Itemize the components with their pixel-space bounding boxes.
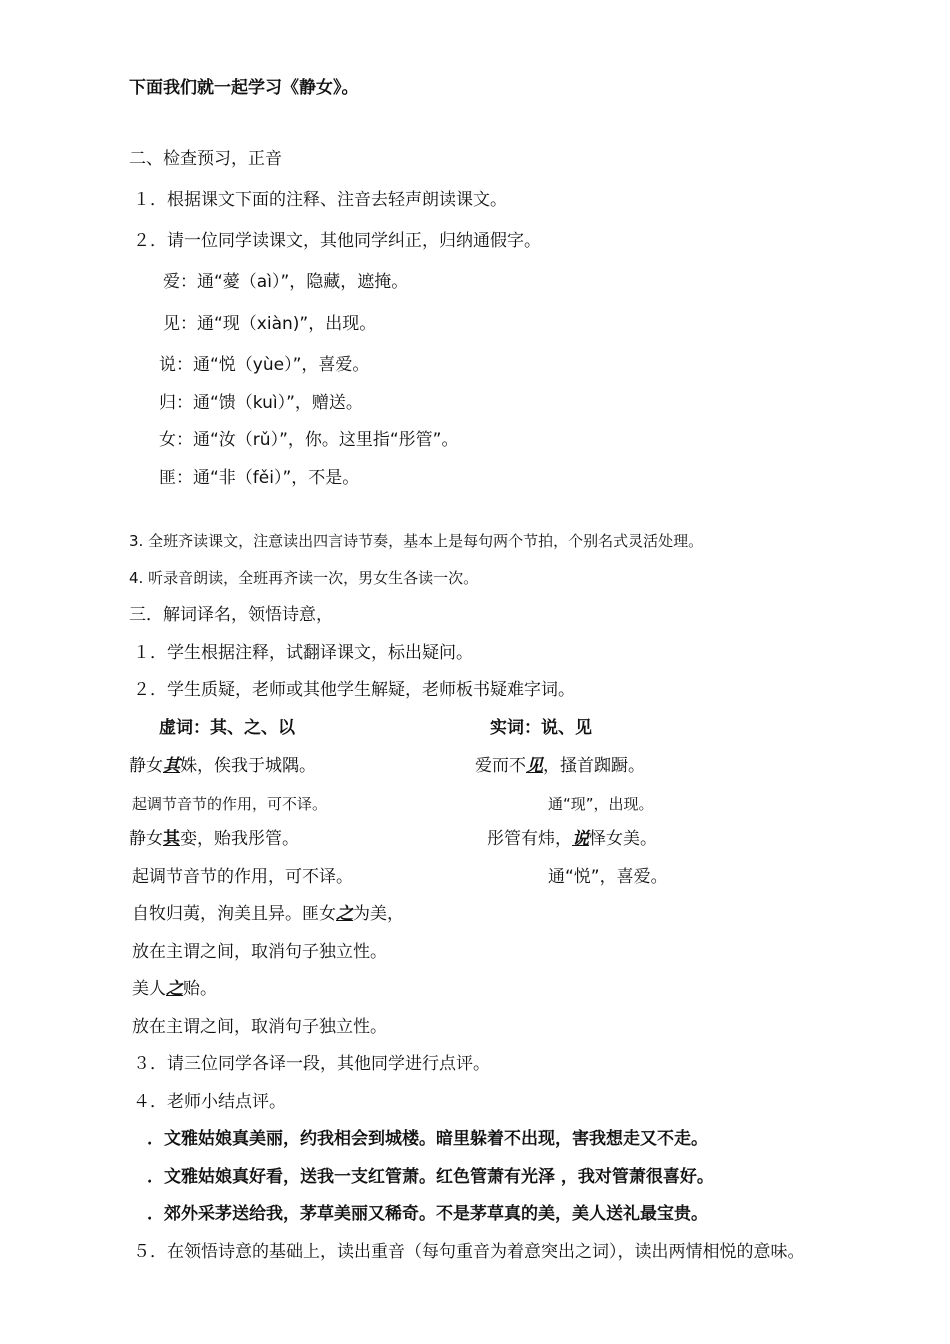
keyword-qi: 其	[163, 756, 180, 776]
step-2-1: １．根据课文下面的注释、注音去轻声朗读课文。	[133, 190, 507, 210]
text-segment: 姝，俟我于城隅。	[180, 756, 316, 776]
example-left-3	[129, 828, 299, 850]
tongjia-gui: 归：通“馈（kuì）”，赠送。	[159, 393, 363, 413]
example-left-2: 起调节音节的作用，可不译。	[132, 795, 328, 813]
example-left-7	[132, 978, 217, 1000]
tongjia-ai: 爱：通“薆（aì）”，隐藏，遮掩。	[163, 272, 409, 292]
section-2-heading: 二、检查预习，正音	[129, 149, 282, 169]
shici-header: 实词：说、见	[490, 718, 592, 738]
summary-line-2: ．文雅姑娘真好看，送我一支红管萧。红色管萧有光泽 ，我对管萧很喜好。	[147, 1167, 714, 1187]
summary-line-1: ．文雅姑娘真美丽，约我相会到城楼。暗里躲着不出现，害我想走又不走。	[147, 1129, 708, 1149]
example-left-4: 起调节音节的作用，可不译。	[132, 867, 353, 887]
example-right-2: 通“现”，出现。	[548, 795, 654, 813]
tongjia-jian: 见：通“现（xiàn)”，出现。	[163, 314, 377, 334]
keyword-zhi: 之	[166, 979, 183, 999]
tongjia-nv: 女：通“汝（rǔ）”，你。这里指“彤管”。	[159, 430, 459, 450]
example-right-4: 通“悦”，喜爱。	[548, 867, 668, 887]
example-left-6: 放在主谓之间，取消句子独立性。	[132, 942, 387, 962]
step-3-2: ２．学生质疑，老师或其他学生解疑，老师板书疑难字词。	[133, 680, 575, 700]
step-3-1: １．学生根据注释，试翻译课文，标出疑问。	[133, 643, 473, 663]
example-right-3	[487, 828, 657, 850]
step-3-5: ５．在领悟诗意的基础上，读出重音（每句重音为着意突出之词），读出两情相悦的意味。	[133, 1242, 805, 1262]
text-segment: 自牧归荑，洵美且异。匪女	[132, 904, 336, 924]
step-2-2: ２．请一位同学读课文，其他同学纠正，归纳通假字。	[133, 231, 541, 251]
text-segment: 娈，贻我彤管。	[180, 829, 299, 849]
keyword-jian: 见	[526, 756, 543, 776]
section-3-heading: 三．解词译名，领悟诗意，	[129, 605, 333, 625]
step-3-4: ４．老师小结点评。	[133, 1092, 286, 1112]
example-left-8: 放在主谓之间，取消句子独立性。	[132, 1017, 387, 1037]
example-right-1	[475, 755, 645, 777]
keyword-shuo: 说	[572, 829, 589, 849]
intro-line: 下面我们就一起学习《静女》。	[129, 78, 359, 98]
text-segment: 美人	[132, 979, 166, 999]
step-2-3: 3. 全班齐读课文，注意读出四言诗节奏，基本上是每句两个节拍，个别名式灵活处理。	[129, 532, 704, 550]
tongjia-fei: 匪：通“非（fěi）”，不是。	[159, 468, 360, 488]
tongjia-shuo: 说：通“悦（yùe）”，喜爱。	[159, 355, 370, 375]
example-left-5	[132, 903, 404, 925]
step-3-3: ３．请三位同学各译一段，其他同学进行点评。	[133, 1054, 490, 1074]
text-segment: ，搔首踟蹰。	[543, 756, 645, 776]
text-segment: 贻。	[183, 979, 217, 999]
keyword-zhi: 之	[336, 904, 353, 924]
text-segment: 怿女美。	[589, 829, 657, 849]
step-2-4: 4. 听录音朗读，全班再齐读一次，男女生各读一次。	[129, 569, 479, 587]
keyword-qi: 其	[163, 829, 180, 849]
xuci-header: 虚词：其、之、以	[159, 718, 295, 738]
summary-line-3: ．郊外采茅送给我，茅草美丽又稀奇。不是茅草真的美，美人送礼最宝贵。	[147, 1204, 708, 1224]
text-segment: 彤管有炜，	[487, 829, 572, 849]
text-segment: 静女	[129, 756, 163, 776]
text-segment: 静女	[129, 829, 163, 849]
text-segment: 爱而不	[475, 756, 526, 776]
text-segment: 为美，	[353, 904, 404, 924]
example-left-1	[129, 755, 316, 777]
